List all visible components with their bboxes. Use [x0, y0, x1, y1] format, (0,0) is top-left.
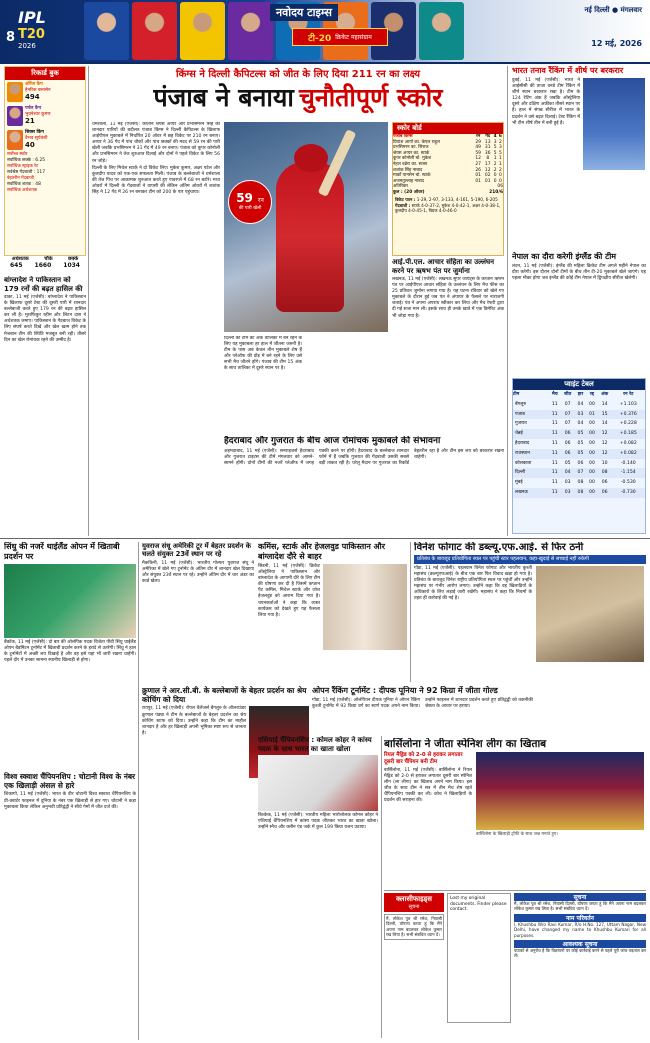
story-strap: रियल मैड्रिड को 2-0 से हराकर लगातार दूसरी बार चैंपियन बनी टीम [384, 752, 463, 765]
points-cell: 05 [577, 431, 584, 437]
story-body: अहमदाबाद, 11 मई (एजेंसी): सनराइजर्स हैदराबाद और गुजरात टाइटंस की टीमें मंगलवार को आमने-सामने होंगी। दोनों टीमों की नजरें प्लेऑफ में जगह पक्की करने पर होंगी। हैदराबाद के बल्लेबाज शानदार फॉर्म में हैं जबकि गुजरात की गेंदबाजी उसकी सबसे बड़ी ताकत रही है। घरेलू मैदान पर गुजरात का रिकॉर्ड बेहतरीन रहा है और टीम इस लय को बरकरार रखना चाहेगी। [224, 449, 504, 467]
points-cell: 00 [589, 460, 595, 466]
team-name: चेन्नई [515, 431, 523, 437]
ipl-logo [18, 8, 80, 54]
badge-caption: की पारी खेली [238, 206, 262, 211]
story-strap: प्रतिबंध के बावजूद प्रतियोगिता स्थल पर पहुंचीं स्टार पहलवान, कहा-खुदाई से सच्चाई नहीं रुकेगी [414, 555, 646, 564]
name-change-title: नाम परिवर्तन [514, 914, 646, 922]
sixes: 5 [498, 150, 502, 156]
team-name: गुजरात [515, 421, 527, 427]
story-bangladesh [4, 276, 86, 534]
fours: 3 [493, 139, 497, 145]
points-cell: +0.082 [619, 450, 637, 456]
player-photo [132, 2, 177, 60]
team-name: कोलकाता [515, 460, 532, 466]
stat-row: सर्वाधिक छक्के : 6.25 [7, 158, 46, 163]
avatar [7, 106, 23, 126]
story-asian [258, 736, 378, 1036]
ipl-logo-t20: T20 [18, 27, 45, 42]
story-hyderabad [224, 436, 504, 536]
points-row [513, 488, 645, 498]
points-row [513, 439, 645, 449]
record-stats [5, 152, 85, 194]
points-cell: 05 [564, 460, 571, 466]
points-cell: 04 [577, 421, 584, 427]
extras-label: अतिरिक्त [393, 184, 408, 190]
lead-headline [92, 80, 504, 120]
lead-badge [228, 180, 272, 224]
points-cell: 07 [564, 411, 571, 417]
fours: 5 [493, 150, 497, 156]
team-name: पंजाब [515, 411, 525, 417]
points-cell: 12 [601, 450, 608, 456]
points-col-header: जीत [564, 392, 572, 397]
avatar [7, 130, 23, 150]
story-headline: आई.पी.एल. आचार संहिता का उल्लंघन करने पर ऋषभ पंत पर जुर्माना [392, 258, 495, 275]
banner-box [292, 28, 388, 46]
scoreboard-title: स्कोर बोर्ड [393, 123, 503, 134]
weekday: मंगलवार [620, 6, 642, 14]
scoreboard-team: पंजाब किंग्स [393, 134, 413, 139]
scoreboard [392, 122, 504, 256]
points-cell: -0.140 [620, 460, 636, 466]
points-row [513, 429, 645, 439]
badge-value: 59 [236, 191, 253, 205]
extras-value: 06 [497, 184, 503, 190]
points-cell: 06 [564, 440, 571, 446]
story-headline: क्रुणाल ने आर.सी.बी. के बल्लेबाजों के बेहतर प्रदर्शन का श्रेय कोचिंग को दिया [142, 686, 307, 705]
points-cell: 07 [577, 470, 584, 476]
balls: 13 [484, 139, 491, 145]
story-headline: बार्सिलोना ने जीता स्पेनिश लीग का खिताब [384, 738, 547, 750]
classified-notice: मैं, लोकेश पुत्र श्री रमेश, निवासी दिल्ली, घोषणा करता हूं कि मैंने अपना नाम बदलकर लोकेश कुमार रख लिया है। सभी संबंधित ध्यान दें। [384, 914, 444, 940]
summary-counts [4, 256, 86, 274]
badge-unit: रन [258, 197, 264, 204]
six-king-value: 40 [25, 141, 35, 149]
story-headline: बांग्लादेश ने पाकिस्तान को 179 रनों की बढ़त हासिल की [4, 276, 83, 293]
points-cell: 12 [601, 440, 608, 446]
record-book-title: रिकार्ड बुक [5, 67, 85, 80]
runs: 59 [475, 150, 481, 156]
story-headline: कमिंस, स्टार्क और हेजलवुड पाकिस्तान और बांग्लादेश दौरे से बाहर [258, 542, 385, 561]
points-row [513, 468, 645, 478]
points-cell: 06 [601, 489, 608, 495]
lead-body-col1 [92, 122, 220, 530]
points-row [513, 449, 645, 459]
lead-body-col2 [224, 336, 302, 436]
runs: 49 [475, 145, 481, 151]
points-cell: +1.103 [619, 401, 637, 407]
six-king-name: वैभव सूर्यवंशी [25, 136, 48, 141]
purple-cap-label: पर्पल कैप [25, 106, 42, 111]
story-open [312, 686, 646, 734]
story-body: दुबई, 11 मई (एजेंसी): भारत ने आईसीसी की ताजा वनडे टीम रैंकिंग में शीर्ष स्थान बरकरार रखा है। टीम के 124 रेटिंग अंक हैं जबकि ऑस्ट्रेलिया दूसरे और दक्षिण अफ्रीका तीसरे स्थान पर है। हाल में संपन्न सीरीज में भारत के प्रदर्शन ने उसे बढ़त दिलाई। टेस्ट रैंकिंग में भी टीम शीर्ष तीन में बनी हुई है। [512, 78, 580, 126]
fours: 0 [493, 178, 497, 184]
classified-brand [384, 893, 444, 912]
purple-cap-value: 21 [25, 117, 35, 125]
story-ranking [512, 66, 646, 252]
fours: 5 [493, 145, 497, 151]
team-name: हैदराबाद [515, 440, 530, 446]
batter-name: मार्को यानसेन बो. स्टार्क [393, 173, 431, 179]
points-col-header: टीम [513, 392, 520, 397]
page-number: 8 [6, 30, 16, 45]
points-row [513, 478, 645, 488]
issue-date: 12 मई, 2026 [591, 39, 642, 48]
story-headline: ओपन रैंकिंग टूर्नामेंट : दीपक पूनिया ने 92 किग्रा में जीता गोल्ड [312, 686, 498, 695]
points-cell: 00 [589, 401, 595, 407]
story-yuvraj [142, 542, 254, 682]
scoreboard-table [393, 134, 503, 196]
batter-name: कूपर कोनोली बो. मुकेश [393, 156, 432, 162]
points-cell: 11 [551, 460, 558, 466]
paper-name: नवोदय टाइम्स [270, 4, 338, 21]
team-name: लखनऊ [515, 489, 529, 495]
classified-brand-sub: सूचना [408, 904, 420, 910]
story-headline: सिंधु की नजरें थाईलैंड ओपन में खिताबी प्रदर्शन पर [4, 542, 120, 561]
sixes: 2 [498, 167, 502, 173]
points-cell: 07 [564, 401, 571, 407]
story-headline: एशियाई चैंपियनशिप : कोमल कोहर ने कांस्य पदक के साथ भारत का खाता खोला [258, 736, 372, 753]
points-cell: 03 [564, 480, 571, 486]
col-header: 6 [498, 134, 502, 139]
classified-brand-name: क्लासीफाइड्स [395, 895, 433, 903]
runs: 26 [475, 167, 481, 173]
notice-text: मैं, लोकेश पुत्र श्री रमेश, निवासी दिल्ली, घोषणा करता हूं कि मैंने अपना नाम बदलकर लोकेश कुमार रख लिया है। सभी संबंधित ध्यान दें। [514, 901, 646, 912]
important-text: पाठकों से अनुरोध है कि विज्ञापनों पर कोई कार्रवाई करने से पहले पूरी जांच-पड़ताल कर लें। [514, 948, 646, 959]
points-cell: +0.376 [619, 411, 637, 417]
story-pant [392, 258, 504, 438]
fours: 2 [493, 161, 497, 167]
barcelona-photo [476, 752, 644, 830]
points-cell: 11 [551, 411, 558, 417]
story-commins [258, 542, 408, 682]
fours: 2 [493, 167, 497, 173]
runs: 12 [475, 156, 481, 162]
points-cell: 11 [551, 401, 558, 407]
balls: 31 [484, 145, 491, 151]
batter-name: अजमतुल्लाह नाबाद [393, 178, 425, 184]
six-king-label: सिक्स किंग [25, 130, 44, 135]
summary-header: छक्के [68, 256, 79, 262]
points-cell: 03 [577, 411, 584, 417]
stat-row: सर्वाधिक स्ट्राइक रेट [7, 164, 39, 169]
total-label: कुल : (20 ओवर) [393, 189, 425, 195]
story-headline: नेपाल का दौरा करेगी इंग्लैंड की टीम [512, 252, 617, 261]
points-cell: 06 [601, 480, 608, 486]
ipl-logo-text: IPL [18, 8, 46, 27]
player-photo [419, 2, 464, 60]
batter-name: प्रभसिमरन का. सिराज [393, 145, 429, 151]
balls: 01 [484, 178, 491, 184]
points-cell: 04 [577, 401, 584, 407]
summary-header: चौके [44, 256, 53, 262]
points-cell: 08 [577, 480, 584, 486]
lead-headline-a: पंजाब ने बनाया [153, 83, 294, 112]
banner-sub: क्रिकेट महासंग्राम [335, 34, 372, 41]
lead-paragraph: दिल्ली की टीम को अंक तालिका में बने रहने के लिए यह मुकाबला हर हाल में जीतना जरूरी है। टीम के पास अब केवल तीन मुकाबले शेष हैं और प्लेऑफ की दौड़ में बने रहने के लिए उसे सभी मैच जीतने होंगे। पंजाब की टीम 15 अंक के साथ तालिका में दूसरे स्थान पर है। [224, 336, 302, 372]
classifieds [384, 890, 646, 1040]
story-barcelona [384, 738, 646, 888]
points-cell: 00 [589, 421, 595, 427]
points-cell: 00 [589, 431, 595, 437]
story-body: गोंडा, 11 मई (एजेंसी): पहलवान विनेश फोगाट और भारतीय कुश्ती महासंघ (डब्ल्यूएफआई) के बीच एक बार फिर विवाद खड़ा हो गया है। प्रतिबंध के बावजूद विनेश राष्ट्रीय प्रतियोगिता स्थल पर पहुंचीं और उन्होंने महासंघ पर गंभीर आरोप लगाए। उन्होंने कहा कि वह खिलाड़ियों के अधिकारों के लिए लड़ाई जारी रखेंगी। महासंघ ने कहा कि नियमों के तहत ही कार्रवाई की गई है। [414, 566, 532, 602]
points-cell: 00 [589, 489, 595, 495]
bowl-label: गेंदबाजी : [395, 202, 411, 208]
story-headline: विनेश फोगाट की डब्ल्यू.एफ.आई. से फिर ठनी [414, 542, 584, 553]
sixes: 0 [498, 173, 502, 179]
points-cell: 15 [601, 411, 608, 417]
batsman-figure [276, 162, 344, 312]
edition-date: नई दिल्ली ● मंगलवार [584, 6, 642, 14]
balls: 17 [484, 161, 491, 167]
points-cell: 12 [601, 431, 608, 437]
balls: 12 [484, 167, 491, 173]
points-cell: 06 [564, 431, 571, 437]
orange-cap-label: ऑरेंज कैप [25, 82, 43, 87]
batter-name: प्रियांश आर्या का. केएल राहुल [393, 139, 440, 145]
sixes: 1 [498, 156, 502, 162]
stat-row: बेहतरीन गेंदबाजी [7, 176, 34, 181]
lead-headline-b: चुनौतीपूर्ण स्कोर [298, 83, 443, 112]
lead-kicker: किंग्स ने दिल्ली कैपिटल्स को जीत के लिए दिया 211 रन का लक्ष्य [176, 69, 420, 80]
points-cell: 05 [577, 450, 584, 456]
fall-label: विकेट पतन : [395, 196, 416, 202]
team-name: दिल्ली [515, 470, 526, 476]
points-cell: 11 [551, 480, 558, 486]
edition: नई दिल्ली [584, 6, 610, 14]
balls: 8 [486, 156, 490, 162]
story-headline: विश्व स्क्वाश चैंपियनशिप : चोटानी विश्व के नंबर एक खिलाड़ी अंसल से हारे [4, 772, 136, 791]
sixes: 1 [498, 161, 502, 167]
points-table-title: प्वाइंट टेबल [513, 379, 645, 390]
story-body: बार्सिलोना, 11 मई (एजेंसी): बार्सिलोना ने रियल मैड्रिड को 2-0 से हराकर लगातार दूसरी बार स्पेनिश लीग (ला लीगा) का खिताब अपने नाम किया। इस जीत के साथ टीम ने सत्र में तीन मैच शेष रहते चैंपियनशिप पक्की कर ली। कोच ने खिलाड़ियों के प्रदर्शन की सराहना की। [384, 768, 472, 804]
sixes: 0 [498, 178, 502, 184]
runs: 27 [475, 161, 481, 167]
points-cell: 11 [551, 431, 558, 437]
points-cell: 05 [577, 440, 584, 446]
story-sindhu [4, 542, 136, 768]
story-nepal [512, 252, 646, 372]
batsman-helmet [294, 144, 328, 172]
story-body: लखनऊ, 11 मई (एजेंसी): लखनऊ सुपर जायंट्स के कप्तान ऋषभ पंत पर आईपीएल आचार संहिता के उल्लंघन के लिए मैच फीस का 25 प्रतिशत जुर्माना लगाया गया है। यह घटना रविवार को खेले गए मुकाबले के दौरान हुई जब पंत ने अंपायर के फैसले पर नाराजगी जताई। पंत ने अपना अपराध स्वीकार कर लिया और मैच रेफरी द्वारा दी गई सजा मान ली। इसके साथ ही उनके खाते में एक डिमेरिट अंक भी जोड़ा गया है। [392, 277, 504, 319]
col-header: गेंद [485, 134, 491, 139]
vinesh-photo [536, 566, 644, 662]
orange-cap [5, 80, 85, 104]
points-cell: 10 [601, 460, 608, 466]
important-title: आवश्यक सूचना [514, 940, 646, 948]
team-photo [583, 78, 645, 170]
story-body: मैककिनी, 11 मई (एजेंसी): भारतीय गोल्फर युवराज संधू ने अमेरिका में खेले गए टूर्नामेंट के अंतिम दौर में शानदार खेल दिखाया और संयुक्त 23वें स्थान पर रहे। उन्होंने अंतिम दौर में चार अंडर का कार्ड खेला। [142, 560, 254, 585]
points-cell: 06 [577, 460, 584, 466]
points-row [513, 419, 645, 429]
points-cell: 04 [564, 470, 571, 476]
points-table [512, 378, 646, 534]
points-row [513, 400, 645, 410]
purple-cap-name: भुवनेश्वर कुमार [25, 112, 51, 117]
points-cell: 11 [551, 440, 558, 446]
points-cell: -0.530 [620, 480, 636, 486]
story-body: शिकागो, 11 मई (एजेंसी): भारत के वीर चोटानी विश्व स्क्वाश चैंपियनशिप के प्री-क्वार्टर फाइनल में दुनिया के नंबर एक खिलाड़ी से हार गए। चोटानी ने कड़ा मुकाबला किया लेकिन अनुभवी प्रतिद्वंद्वी ने सीधे गेमों में जीत दर्ज की। [4, 792, 136, 810]
points-col-header: रद्द [589, 392, 595, 397]
points-cell: 06 [564, 450, 571, 456]
bowl-text: स्टार्क 4-0-37-2, मुकेश 4-0-42-1, अक्षर 4-0-38-1, कुलदीप 4-0-45-1, विप्रज 4-0-46-0 [395, 202, 501, 214]
points-cell: 07 [564, 421, 571, 427]
masthead [0, 0, 650, 62]
points-cell: 11 [551, 489, 558, 495]
stat-row: सर्वश्रेष्ठ गेंदबाजी : 117 [7, 170, 45, 175]
points-cell: 14 [601, 401, 608, 407]
batter-name: श्रेयस अय्यर का. स्टार्क [393, 150, 430, 156]
name-change-text: I, Khushbu W/o Ravi Kumar, R/o H.No. 127, Uttam Nagar, New Delhi, have changed my name to Khushbu Kumari for all purposes. [514, 921, 646, 938]
summary-header: अर्धशतक [11, 256, 29, 262]
story-body: बैंकॉक, 11 मई (एजेंसी): दो बार की ओलंपिक पदक विजेता पीवी सिंधु थाईलैंड ओपन बैडमिंटन टूर्नामेंट में खिताबी प्रदर्शन करने के इरादे से उतरेंगी। सिंधु ने हाल के टूर्नामेंटों में अच्छी लय दिखाई है और वह इसे यहां भी जारी रखना चाहेंगी। पहले दौर में उनका सामना स्थानीय खिलाड़ी से होगा। [4, 640, 136, 664]
player-photo [180, 2, 225, 60]
fours: 0 [493, 173, 497, 179]
col-header: 4 [493, 134, 497, 139]
banner-title: टी-20 [308, 33, 332, 44]
batter-name: नेहल वढेरा का. स्टब्स [393, 161, 428, 167]
team-name: मुंबई [515, 480, 523, 486]
story-body: लंदन, 11 मई (एजेंसी): इंग्लैंड की महिला क्रिकेट टीम अगले महीने नेपाल का दौरा करेगी। इस दौरान दोनों टीमों के बीच तीन टी-20 मुकाबले खेले जाएंगे। यह पहला मौका होगा जब इंग्लैंड की कोई टीम नेपाल में द्विपक्षीय सीरीज खेलेगी। [512, 264, 646, 282]
lead-paragraph: दिल्ली के लिए मिचेल स्टार्क ने दो विकेट लिए। मुकेश कुमार, अक्षर पटेल और कुलदीप यादव को एक-एक सफलता मिली। पंजाब के बल्लेबाजों ने धर्मशाला की तेज पिच पर आक्रामक शुरुआत करते हुए पावरप्ले में 68 रन बटोरे। मध्य ओवरों में दिल्ली के गेंदबाजों ने वापसी की लेकिन अंतिम ओवरों में शशांक सिंह ने 12 गेंद में 26 रन बनाकर टीम को 200 के पार पहुंचाया। [92, 165, 220, 196]
story-world [4, 772, 136, 1038]
story-body: गोंडा, 11 मई (एजेंसी): ओलंपियन दीपक पूनिया ने ओपन रैंकिंग कुश्ती टूर्नामेंट में 92 किग्रा वर्ग का स्वर्ण पदक अपने नाम किया। उन्होंने फाइनल में शानदार प्रदर्शन करते हुए प्रतिद्वंद्वी को तकनीकी श्रेष्ठता के आधार पर हराया। [312, 698, 533, 710]
points-col-header: रन रेट [623, 392, 634, 397]
player-photo [84, 2, 129, 60]
orange-cap-value: 494 [25, 93, 40, 101]
orange-cap-name: हेनरिक क्लासेन [25, 88, 51, 93]
points-cell: 08 [577, 489, 584, 495]
points-cell: +0.185 [619, 431, 637, 437]
ipl-logo-year: 2026 [18, 42, 36, 50]
stat-row: सर्वाधिक शतक : 48 [7, 182, 41, 187]
team-name: बेंगलुरु [515, 401, 527, 407]
points-cell: 01 [589, 411, 595, 417]
points-cell: +0.082 [619, 440, 637, 446]
runs: 29 [475, 139, 481, 145]
players-photo [323, 564, 407, 650]
six-king [5, 128, 85, 152]
stat-row: सर्वोच्च स्कोर [7, 152, 28, 157]
sindhu-photo [4, 564, 136, 638]
points-row [513, 459, 645, 469]
lead-photo [224, 122, 388, 332]
story-headline: हैदराबाद और गुजरात के बीच आज रोमांचक मुकाबले की संभावना [224, 436, 441, 446]
points-cell: +0.228 [619, 421, 637, 427]
points-cell: 00 [589, 480, 595, 486]
col-header: रन [476, 134, 481, 139]
lead-paragraph: धर्मशाला, 11 मई (एजेंसी): कप्तान श्रेयस अय्यर और प्रभसिमरन सिंह की शानदार पारियों की बदौलत पंजाब किंग्स ने दिल्ली कैपिटल्स के खिलाफ आईपीएल मुकाबले में निर्धारित 20 ओवर में छह विकेट पर 210 रन बनाए। अय्यर ने 36 गेंद में पांच चौकों और पांच छक्कों की मदद से 59 रन की पारी खेली जबकि प्रभसिमरन ने 31 गेंद में 49 रन बनाए। पंजाब को कूपर कोनोली और प्रभसिमरन ने तेज शुरुआत दिलाई और दोनों ने पहले विकेट के लिए 56 रन जोड़े। [92, 122, 220, 164]
story-headline: भारत तनाव रैंकिंग में शीर्ष पर बरकरार [512, 66, 624, 75]
sixes: 2 [498, 139, 502, 145]
points-cell: 11 [551, 470, 558, 476]
story-body: बिश्केक, 11 मई (एजेंसी): भारतीय महिला भारोत्तोलक कोमल कोहर ने एशियाई चैंपियनशिप में कांस्य पदक जीतकर भारत का खाता खोला। उन्होंने स्नैच और क्लीन एंड जर्क में कुल 199 किग्रा वजन उठाया। [258, 813, 378, 831]
summary-value: 1034 [63, 262, 80, 269]
total-value: 210/6 [489, 189, 503, 195]
classified-card: Lost my original documents. Finder please contact. [447, 893, 511, 1023]
points-cell: 00 [589, 440, 595, 446]
fall-text: 1-29, 2-97, 3-133, 4-161, 5-190, 6-205 [416, 196, 498, 202]
points-cell: 03 [564, 489, 571, 495]
fours: 1 [493, 156, 497, 162]
story-body: सिडनी, 11 मई (एजेंसी): क्रिकेट ऑस्ट्रेलिया ने पाकिस्तान और बांग्लादेश के आगामी दौरे के लिए टीम की घोषणा कर दी है जिसमें कप्तान पैट कमिंस, मिचेल स्टार्क और जोश हेजलवुड को आराम दिया गया है। चयनकर्ताओं ने कहा कि व्यस्त कार्यक्रम को देखते हुए यह फैसला लिया गया है। [258, 564, 320, 618]
record-book [4, 66, 86, 256]
story-body: ढाका, 11 मई (एजेंसी): बांग्लादेश ने पाकिस्तान के खिलाफ दूसरे टेस्ट की दूसरी पारी में शानदार बल्लेबाजी करते हुए 179 रन की बढ़त हासिल कर ली है। मुशफिकुर रहीम और लिटन दास ने अर्धशतक जमाए। पाकिस्तान के गेंदबाज विकेट के लिए संघर्ष करते दिखे और खेल खत्म होने तक मेजबान टीम की स्थिति मजबूत बनी रही। तीसरे दिन का खेल रोमांचक रहने की उम्मीद है। [4, 295, 86, 343]
balls: 36 [484, 150, 491, 156]
balls: 02 [484, 173, 491, 179]
summary-value: 645 [10, 262, 23, 269]
runs: 01 [475, 173, 481, 179]
komal-photo [258, 755, 378, 811]
sixes: 3 [498, 145, 502, 151]
points-cell: 08 [601, 470, 608, 476]
points-col-header: अंक [601, 392, 609, 397]
points-cell: 00 [589, 470, 595, 476]
points-row [513, 410, 645, 420]
photo-caption: बार्सिलोना के खिलाड़ी ट्रॉफी के साथ जश्न मनाते हुए। [476, 832, 558, 837]
points-cell: -1.154 [620, 470, 636, 476]
points-col-header: हार [577, 392, 584, 397]
story-headline: युवराज संधू अमेरिकी टूर में बेहतर प्रदर्शन के चलते संयुक्त 23वें स्थान पर रहे [142, 542, 251, 559]
points-col-header: मैच [551, 392, 558, 397]
team-name: राजस्थान [515, 450, 530, 456]
story-body: रायपुर, 11 मई (एजेंसी): रॉयल चैलेंजर्स बेंगलुरु के ऑलराउंडर क्रुणाल पंड्या ने टीम के बल्लेबाजों के बेहतर प्रदर्शन का श्रेय कोचिंग स्टाफ को दिया। उन्होंने कहा कि टीम का माहौल शानदार है और हर खिलाड़ी अपनी भूमिका स्पष्ट रूप से जानता है। [142, 706, 246, 736]
summary-value: 1660 [34, 262, 52, 269]
points-cell: 11 [551, 450, 558, 456]
points-cell: 14 [601, 421, 608, 427]
player-photo [228, 2, 273, 60]
points-cell: 11 [551, 421, 558, 427]
purple-cap [5, 104, 85, 128]
runs: 01 [475, 178, 481, 184]
points-cell: 00 [589, 450, 595, 456]
notice-title: सूचना [514, 893, 646, 901]
avatar [7, 82, 23, 102]
points-cell: -0.730 [620, 489, 636, 495]
batter-name: शशांक सिंह नाबाद [393, 167, 423, 173]
stat-row: सर्वाधिक अर्धशतक [7, 188, 38, 193]
